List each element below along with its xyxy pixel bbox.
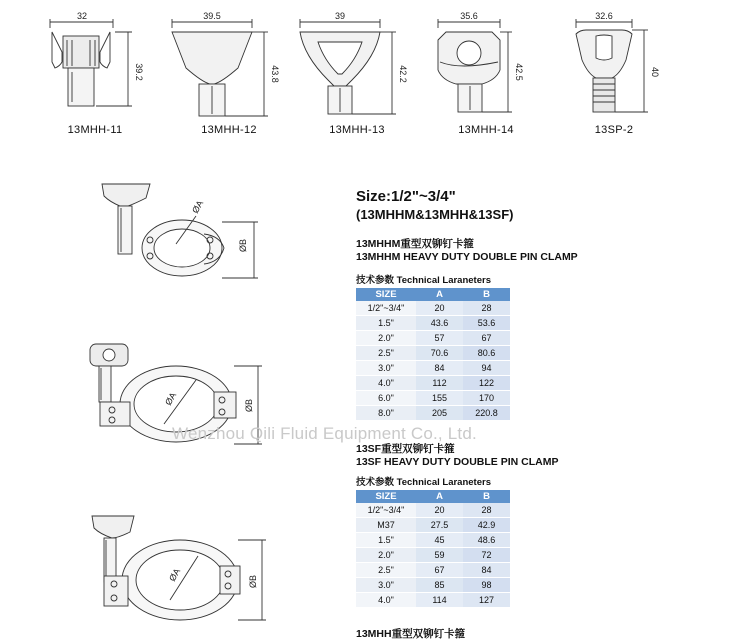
dim-height-13sp-2: 40 <box>650 66 660 78</box>
cell-size: 1.5" <box>356 316 416 331</box>
cell-b: 28 <box>463 503 510 518</box>
cell-b: 98 <box>463 578 510 593</box>
clamp2-dim-b: ØB <box>244 398 254 412</box>
table-row <box>356 593 510 608</box>
section1-caption-cn: 13MHHM重型双铆钉卡箍 <box>356 238 474 250</box>
clamp1-dim-a: ØA <box>190 198 206 215</box>
cell-b: 67 <box>463 331 510 346</box>
section2-params-label: 技术参数 Technical Laraneters <box>356 477 491 488</box>
col-a: A <box>416 490 463 503</box>
dim-height-13mhh-12: 43.8 <box>270 65 280 83</box>
cell-size: 3.0" <box>356 361 416 376</box>
dim-width-13mhh-11: 32 <box>76 11 88 21</box>
col-size: SIZE <box>356 490 416 503</box>
cell-size: 4.0" <box>356 376 416 391</box>
watermark: Wenzhou Qili Fluid Equipment Co., Ltd. <box>172 424 477 443</box>
cell-a: 20 <box>416 301 463 316</box>
clamp-13mhhm-drawing <box>102 184 258 278</box>
part-13mhh-13-drawing <box>300 19 396 114</box>
clamp-13mhh-drawing <box>92 516 266 620</box>
table-row <box>356 548 510 563</box>
dim-width-13mhh-12: 39.5 <box>203 11 221 21</box>
cell-size: 2.5" <box>356 563 416 578</box>
part-13mhh-14-drawing <box>438 19 512 112</box>
section1-spec-table <box>356 288 510 421</box>
part-label-13mhh-14: 13MHH-14 <box>458 124 514 136</box>
section2-caption-cn: 13SF重型双铆钉卡箍 <box>356 443 455 455</box>
table-row <box>356 563 510 578</box>
dim-height-13mhh-11: 39.2 <box>134 63 144 81</box>
dim-width-13sp-2: 32.6 <box>595 11 613 21</box>
clamp3-dim-a: ØA <box>167 566 183 583</box>
cell-a: 155 <box>416 391 463 406</box>
table-row <box>356 578 510 593</box>
col-size: SIZE <box>356 288 416 301</box>
cell-a: 20 <box>416 503 463 518</box>
cell-size: 1/2"~3/4" <box>356 503 416 518</box>
clamp3-dim-b: ØB <box>248 574 258 588</box>
col-b: B <box>463 490 510 503</box>
table-row <box>356 316 510 331</box>
cell-b: 122 <box>463 376 510 391</box>
part-13sp-2-drawing <box>576 19 648 112</box>
dim-height-13mhh-13: 42.2 <box>398 65 408 83</box>
cell-size: 2.5" <box>356 346 416 361</box>
section2-caption-en: 13SF HEAVY DUTY DOUBLE PIN CLAMP <box>356 456 559 468</box>
size-title: Size:1/2"~3/4" <box>356 188 456 205</box>
cell-a: 114 <box>416 593 463 608</box>
table-row <box>356 533 510 548</box>
part-label-13mhh-13: 13MHH-13 <box>329 124 385 136</box>
cell-size: 4.0" <box>356 593 416 608</box>
cell-size: 1.5" <box>356 533 416 548</box>
cell-a: 45 <box>416 533 463 548</box>
table-row <box>356 346 510 361</box>
cell-size: 2.0" <box>356 548 416 563</box>
cell-a: 205 <box>416 406 463 421</box>
part-label-13mhh-12: 13MHH-12 <box>201 124 257 136</box>
cell-b: 170 <box>463 391 510 406</box>
cell-a: 59 <box>416 548 463 563</box>
col-b: B <box>463 288 510 301</box>
cell-a: 43.6 <box>416 316 463 331</box>
dim-width-13mhh-13: 39 <box>334 11 346 21</box>
section1-caption-en: 13MHHM HEAVY DUTY DOUBLE PIN CLAMP <box>356 251 578 263</box>
table-row <box>356 361 510 376</box>
cell-b: 48.6 <box>463 533 510 548</box>
part-label-13mhh-11: 13MHH-11 <box>67 124 123 136</box>
cell-size: 6.0" <box>356 391 416 406</box>
cell-b: 94 <box>463 361 510 376</box>
part-13mhh-11-drawing <box>50 19 132 106</box>
dim-width-13mhh-14: 35.6 <box>460 11 478 21</box>
cell-a: 85 <box>416 578 463 593</box>
cell-size: 3.0" <box>356 578 416 593</box>
cell-b: 28 <box>463 301 510 316</box>
cell-b: 80.6 <box>463 346 510 361</box>
table-row <box>356 503 510 518</box>
cell-size: M37 <box>356 518 416 533</box>
cell-size: 1/2"~3/4" <box>356 301 416 316</box>
table-row <box>356 301 510 316</box>
cell-b: 53.6 <box>463 316 510 331</box>
cell-b: 42.9 <box>463 518 510 533</box>
cell-a: 112 <box>416 376 463 391</box>
cell-b: 72 <box>463 548 510 563</box>
cell-a: 27.5 <box>416 518 463 533</box>
clamp2-dim-a: ØA <box>163 390 179 407</box>
size-subtitle: (13MHHM&13MHH&13SF) <box>356 207 514 222</box>
table-row <box>356 391 510 406</box>
cell-a: 57 <box>416 331 463 346</box>
cell-b: 127 <box>463 593 510 608</box>
section1-params-label: 技术参数 Technical Laraneters <box>356 275 491 286</box>
table-row <box>356 331 510 346</box>
cell-b: 84 <box>463 563 510 578</box>
part-label-13sp-2: 13SP-2 <box>594 124 634 136</box>
table-row <box>356 518 510 533</box>
cell-a: 67 <box>416 563 463 578</box>
section2-spec-table <box>356 490 510 608</box>
dim-height-13mhh-14: 42.5 <box>514 63 524 81</box>
cell-size: 8.0" <box>356 406 416 421</box>
cell-size: 2.0" <box>356 331 416 346</box>
part-13mhh-12-drawing <box>172 19 268 116</box>
cell-a: 84 <box>416 361 463 376</box>
cell-a: 70.6 <box>416 346 463 361</box>
col-a: A <box>416 288 463 301</box>
table-row <box>356 376 510 391</box>
section3-caption-cn: 13MHH重型双铆钉卡箍 <box>356 628 466 640</box>
cell-b: 220.8 <box>463 406 510 421</box>
clamp1-dim-b: ØB <box>238 238 248 252</box>
table-row <box>356 406 510 421</box>
